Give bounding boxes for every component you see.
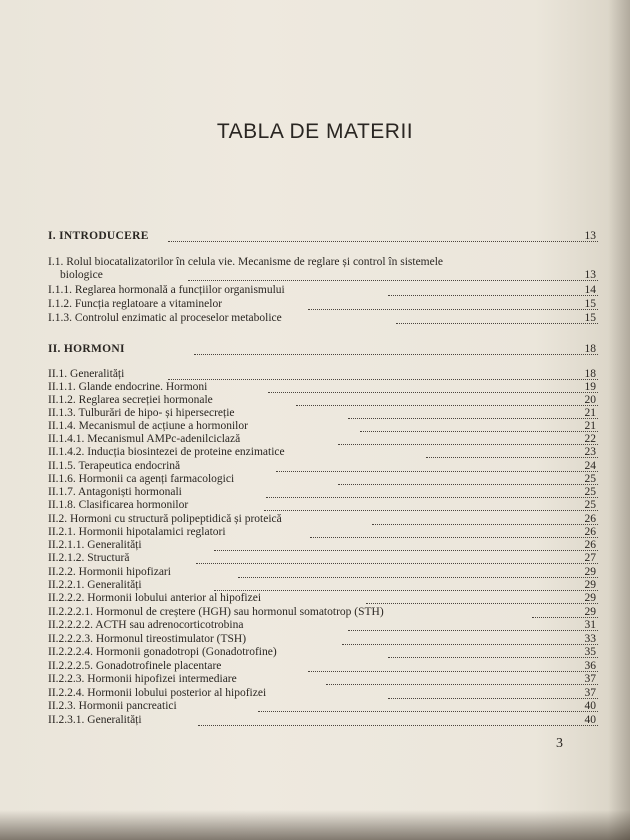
leader-dots	[266, 496, 598, 498]
toc-entry-page: 15	[584, 298, 596, 310]
toc-entry-title: I.1. Rolul biocatalizatorilor în celula vie. Mecanisme de reglare și control în sistemele	[48, 256, 444, 268]
toc-entry-title: II. HORMONI	[48, 343, 125, 355]
toc-entry	[48, 566, 600, 579]
toc-entry-page: 25	[584, 486, 596, 498]
toc-entry-title: II.2.2.1. Generalități	[48, 579, 142, 591]
toc-entry-page: 15	[584, 312, 596, 324]
toc-entry-page: 18	[584, 368, 596, 380]
toc-entry	[48, 513, 600, 526]
toc-entry-title: II.2.2.2. Hormonii lobului anterior al hipofizei	[48, 592, 262, 604]
toc-entry	[48, 552, 600, 565]
toc-entry-title: II.1.1. Glande endocrine. Hormoni	[48, 381, 208, 393]
toc-entry	[48, 606, 600, 619]
toc-entry	[48, 230, 600, 243]
toc-entry-page: 21	[584, 407, 596, 419]
toc-entry-title: II.1.4. Mecanismul de acțiune a hormonilor	[48, 420, 248, 432]
toc-entry-title: I. INTRODUCERE	[48, 230, 149, 242]
leader-dots	[308, 308, 598, 310]
toc-entry-page: 29	[584, 606, 596, 618]
leader-dots	[310, 536, 598, 538]
leader-dots	[360, 430, 598, 432]
toc-entry-title: I.1.3. Controlul enzimatic al proceselor metabolice	[48, 312, 282, 324]
leader-dots	[296, 404, 598, 406]
toc-entry-page: 19	[584, 381, 596, 393]
toc-entry-title: II.2.1.1. Generalități	[48, 539, 142, 551]
toc-entry-page: 35	[584, 646, 596, 658]
toc-entry-title: II.2.3.1. Generalități	[48, 714, 142, 726]
toc-entry	[48, 446, 600, 459]
toc-entry-title: II.1.2. Reglarea secreției hormonale	[48, 394, 213, 406]
toc-entry-title: II.2.2.2.2. ACTH sau adrenocorticotrobina	[48, 619, 244, 631]
toc-entry-page: 26	[584, 513, 596, 525]
leader-dots	[338, 443, 598, 445]
toc-entry	[48, 460, 600, 473]
toc-entry	[48, 433, 600, 446]
toc-entry-title: II.2.2.4. Hormonii lobului posterior al hipofizei	[48, 687, 267, 699]
toc-entry	[48, 633, 600, 646]
toc-entry	[48, 407, 600, 420]
leader-dots	[348, 417, 598, 419]
toc-entry-title: II.1.4.2. Inducția biosintezei de proteine enzimatice	[48, 446, 285, 458]
toc-entry-page: 18	[584, 343, 596, 355]
leader-dots	[194, 353, 598, 355]
leader-dots	[342, 643, 598, 645]
toc-entry-title: II.2.3. Hormonii pancreatici	[48, 700, 177, 712]
toc-entry-page: 23	[584, 446, 596, 458]
toc-entry	[48, 499, 600, 512]
toc-entry-title: II.2.2.2.4. Hormonii gonadotropi (Gonadotrofine)	[48, 646, 277, 658]
page-number: 3	[556, 736, 563, 751]
toc-entry-page: 26	[584, 539, 596, 551]
toc-entry	[48, 298, 600, 311]
toc-entry-title: II.2. Hormoni cu structură polipeptidică și proteică	[48, 513, 282, 525]
toc-entry-page: 13	[584, 230, 596, 242]
toc-entry-page: 40	[584, 700, 596, 712]
toc-entry-page: 25	[584, 499, 596, 511]
toc-entry	[48, 486, 600, 499]
toc-entry-page: 37	[584, 687, 596, 699]
toc-entry-title: II.2.2.2.3. Hormonul tireostimulator (TSH)	[48, 633, 247, 645]
toc-entry-title: I.1.1. Reglarea hormonală a funcțiilor organismului	[48, 284, 285, 296]
toc-entry	[48, 368, 600, 381]
leader-dots	[264, 509, 598, 511]
toc-entry	[48, 312, 600, 325]
toc-entry	[48, 619, 600, 632]
toc-entry-page: 29	[584, 566, 596, 578]
toc-entry-title: II.1. Generalități	[48, 368, 125, 380]
toc-entry-title: biologice	[60, 269, 103, 281]
leader-dots	[168, 378, 598, 380]
toc-entry	[48, 700, 600, 713]
toc-entry-title: II.2.2. Hormonii hipofizari	[48, 566, 171, 578]
toc-entry	[48, 420, 600, 433]
toc-entry	[48, 256, 600, 269]
leader-dots	[168, 240, 598, 242]
toc-entry	[48, 646, 600, 659]
toc-entry-page: 27	[584, 552, 596, 564]
toc-entry-page: 21	[584, 420, 596, 432]
toc-entry-title: II.2.1. Hormonii hipotalamici reglatori	[48, 526, 226, 538]
leader-dots	[188, 279, 598, 281]
toc-entry-page: 24	[584, 460, 596, 472]
toc-entry	[48, 526, 600, 539]
leader-dots	[372, 523, 598, 525]
toc-entry	[48, 592, 600, 605]
leader-dots	[196, 562, 598, 564]
toc-entry-page: 29	[584, 592, 596, 604]
toc-entry	[48, 660, 600, 673]
toc-entry-title: I.1.2. Funcția reglatoare a vitaminelor	[48, 298, 223, 310]
leader-dots	[326, 683, 598, 685]
leader-dots	[366, 602, 598, 604]
toc-entry	[48, 687, 600, 700]
toc-entry-page: 26	[584, 526, 596, 538]
toc-entry-page: 31	[584, 619, 596, 631]
leader-dots	[214, 549, 598, 551]
toc-entry	[48, 473, 600, 486]
toc-entry-page: 33	[584, 633, 596, 645]
leader-dots	[238, 576, 598, 578]
toc-entry-title: II.2.1.2. Structură	[48, 552, 130, 564]
toc-entry-page: 36	[584, 660, 596, 672]
toc-entry	[48, 343, 600, 356]
leader-dots	[198, 724, 598, 726]
leader-dots	[268, 391, 598, 393]
page-title: TABLA DE MATERII	[216, 120, 414, 143]
toc-entry-page: 29	[584, 579, 596, 591]
page-bottom-shadow	[0, 810, 630, 840]
leader-dots	[308, 670, 598, 672]
leader-dots	[348, 629, 598, 631]
toc-entry-title: II.1.5. Terapeutica endocrină	[48, 460, 181, 472]
toc-entry-title: II.1.7. Antagoniști hormonali	[48, 486, 182, 498]
toc-entry	[48, 381, 600, 394]
toc-entry-page: 25	[584, 473, 596, 485]
toc-entry	[48, 284, 600, 297]
toc-entry-page: 37	[584, 673, 596, 685]
toc-entry-title: II.2.2.3. Hormonii hipofizei intermediare	[48, 673, 237, 685]
toc-entry-page: 13	[584, 269, 596, 281]
toc-entry	[48, 714, 600, 727]
toc-entry-title: II.1.4.1. Mecanismul AMPc-adenilciclază	[48, 433, 241, 445]
leader-dots	[276, 470, 598, 472]
toc-entry	[48, 579, 600, 592]
toc-entry-page: 20	[584, 394, 596, 406]
leader-dots	[214, 589, 598, 591]
toc-entry-title: II.2.2.2.1. Hormonul de creștere (HGH) sau hormonul somatotrop (STH)	[48, 606, 384, 618]
leader-dots	[258, 710, 598, 712]
toc-entry	[48, 539, 600, 552]
toc-entry-title: II.1.6. Hormonii ca agenți farmacologici	[48, 473, 235, 485]
toc-entry-title: II.1.3. Tulburări de hipo- și hipersecreție	[48, 407, 235, 419]
toc-entry-page: 22	[584, 433, 596, 445]
toc-entry-title: II.2.2.2.5. Gonadotrofinele placentare	[48, 660, 222, 672]
leader-dots	[338, 483, 598, 485]
toc-entry	[60, 269, 600, 282]
toc-entry-page: 40	[584, 714, 596, 726]
toc-entry	[48, 394, 600, 407]
toc-entry-title: II.1.8. Clasificarea hormonilor	[48, 499, 189, 511]
toc-entry	[48, 673, 600, 686]
toc-entry-page: 14	[584, 284, 596, 296]
